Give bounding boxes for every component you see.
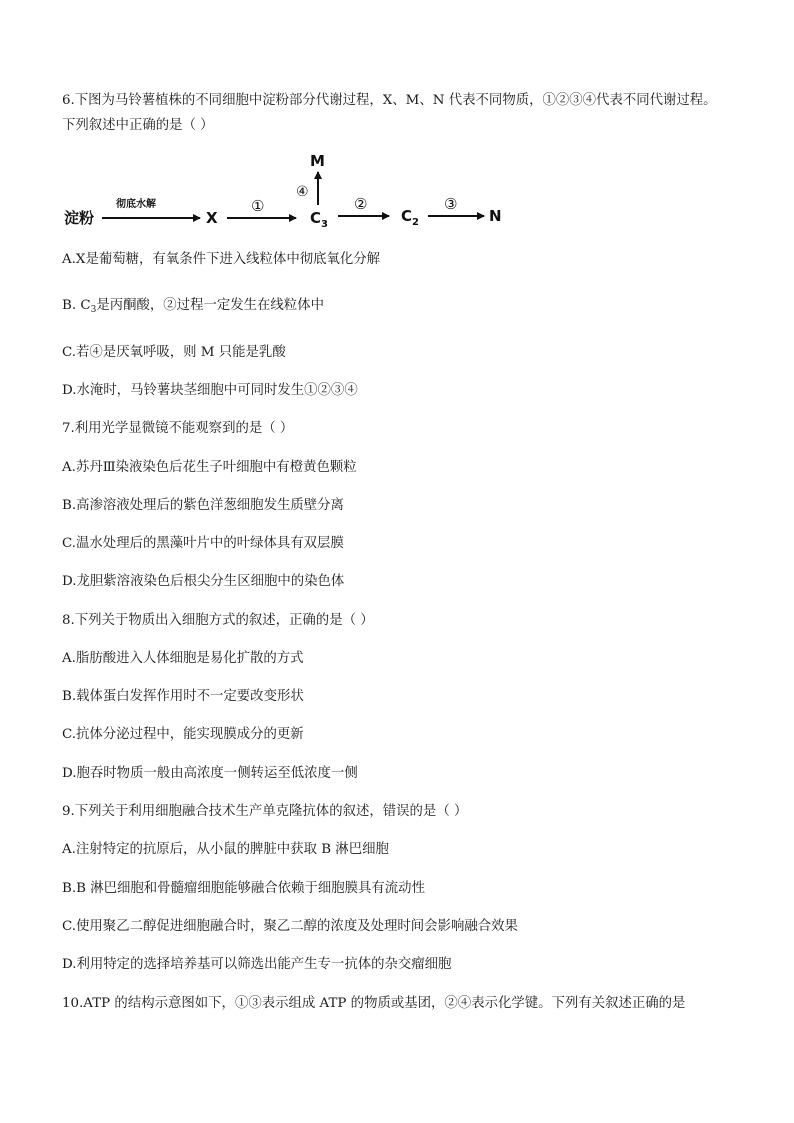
c3-label: $C_3$ xyxy=(310,209,328,230)
q7-option-d: D.龙胆紫溶液染色后根尖分生区细胞中的染色体 xyxy=(62,574,345,589)
x-label: X xyxy=(206,209,218,227)
q6-option-a: A.X是葡萄糖，有氧条件下进入线粒体中彻底氧化分解 xyxy=(62,252,381,267)
step2-label: ② xyxy=(354,195,368,213)
q9-option-c: C.使用聚乙二醇促进细胞融合时，聚乙二醇的浓度及处理时间会影响融合效果 xyxy=(62,919,518,934)
q8-option-a: A.脂肪酸进入人体细胞是易化扩散的方式 xyxy=(62,651,304,666)
q8-option-c: C.抗体分泌过程中，能实现膜成分的更新 xyxy=(62,727,304,742)
q8-stem: 8.下列关于物质出入细胞方式的叙述，正确的是（ ） xyxy=(62,613,374,628)
q7-option-c: C.温水处理后的黑藻叶片中的叶绿体具有双层膜 xyxy=(62,536,344,551)
step4-label: ④ xyxy=(296,184,309,200)
q7-option-b: B.高渗溶液处理后的紫色洋葱细胞发生质壁分离 xyxy=(62,498,344,513)
q8-option-b: B.载体蛋白发挥作用时不一定要改变形状 xyxy=(62,689,304,704)
q7-option-a: A.苏丹Ⅲ染液染色后花生子叶细胞中有橙黄色颗粒 xyxy=(62,460,357,475)
q7-stem: 7.利用光学显微镜不能观察到的是（ ） xyxy=(62,421,294,436)
q9-option-b: B.B 淋巴细胞和骨髓瘤细胞能够融合依赖于细胞膜具有流动性 xyxy=(62,881,425,896)
q6-option-b: B. $C_3$是丙酮酸，②过程一定发生在线粒体中 xyxy=(62,298,324,315)
q6-option-d: D.水淹时，马铃薯块茎细胞中可同时发生①②③④ xyxy=(62,383,358,398)
q8-option-d: D.胞吞时物质一般由高浓度一侧转运至低浓度一侧 xyxy=(62,766,358,781)
starch-metabolism-diagram xyxy=(64,150,514,230)
q6-stem-line1: 6.下图为马铃薯植株的不同细胞中淀粉部分代谢过程，X、M、N 代表不同物质，①②③④代表不同代谢过程。 xyxy=(62,93,717,108)
starch-label: 淀粉 xyxy=(64,209,95,227)
q6-option-c: C.若④是厌氧呼吸，则 M 只能是乳酸 xyxy=(62,345,286,360)
q9-option-d: D.利用特定的选择培养基可以筛选出能产生专一抗体的杂交瘤细胞 xyxy=(62,957,452,972)
q6-stem-line2: 下列叙述中正确的是（ ） xyxy=(62,118,214,133)
q9-stem: 9.下列关于利用细胞融合技术生产单克隆抗体的叙述，错误的是（ ） xyxy=(62,804,468,819)
q9-option-a: A.注射特定的抗原后，从小鼠的脾脏中获取 B 淋巴细胞 xyxy=(62,842,389,857)
hydrolysis-label: 彻底水解 xyxy=(116,199,156,210)
q10-stem: 10.ATP 的结构示意图如下，①③表示组成 ATP 的物质或基团，②④表示化学键。下列有关叙述正确的是 xyxy=(62,996,686,1011)
c2-label: $C_2$ xyxy=(401,207,419,228)
m-label: M xyxy=(310,152,325,170)
step3-label: ③ xyxy=(444,195,458,213)
step1-label: ① xyxy=(251,197,265,215)
n-label: N xyxy=(489,207,502,225)
